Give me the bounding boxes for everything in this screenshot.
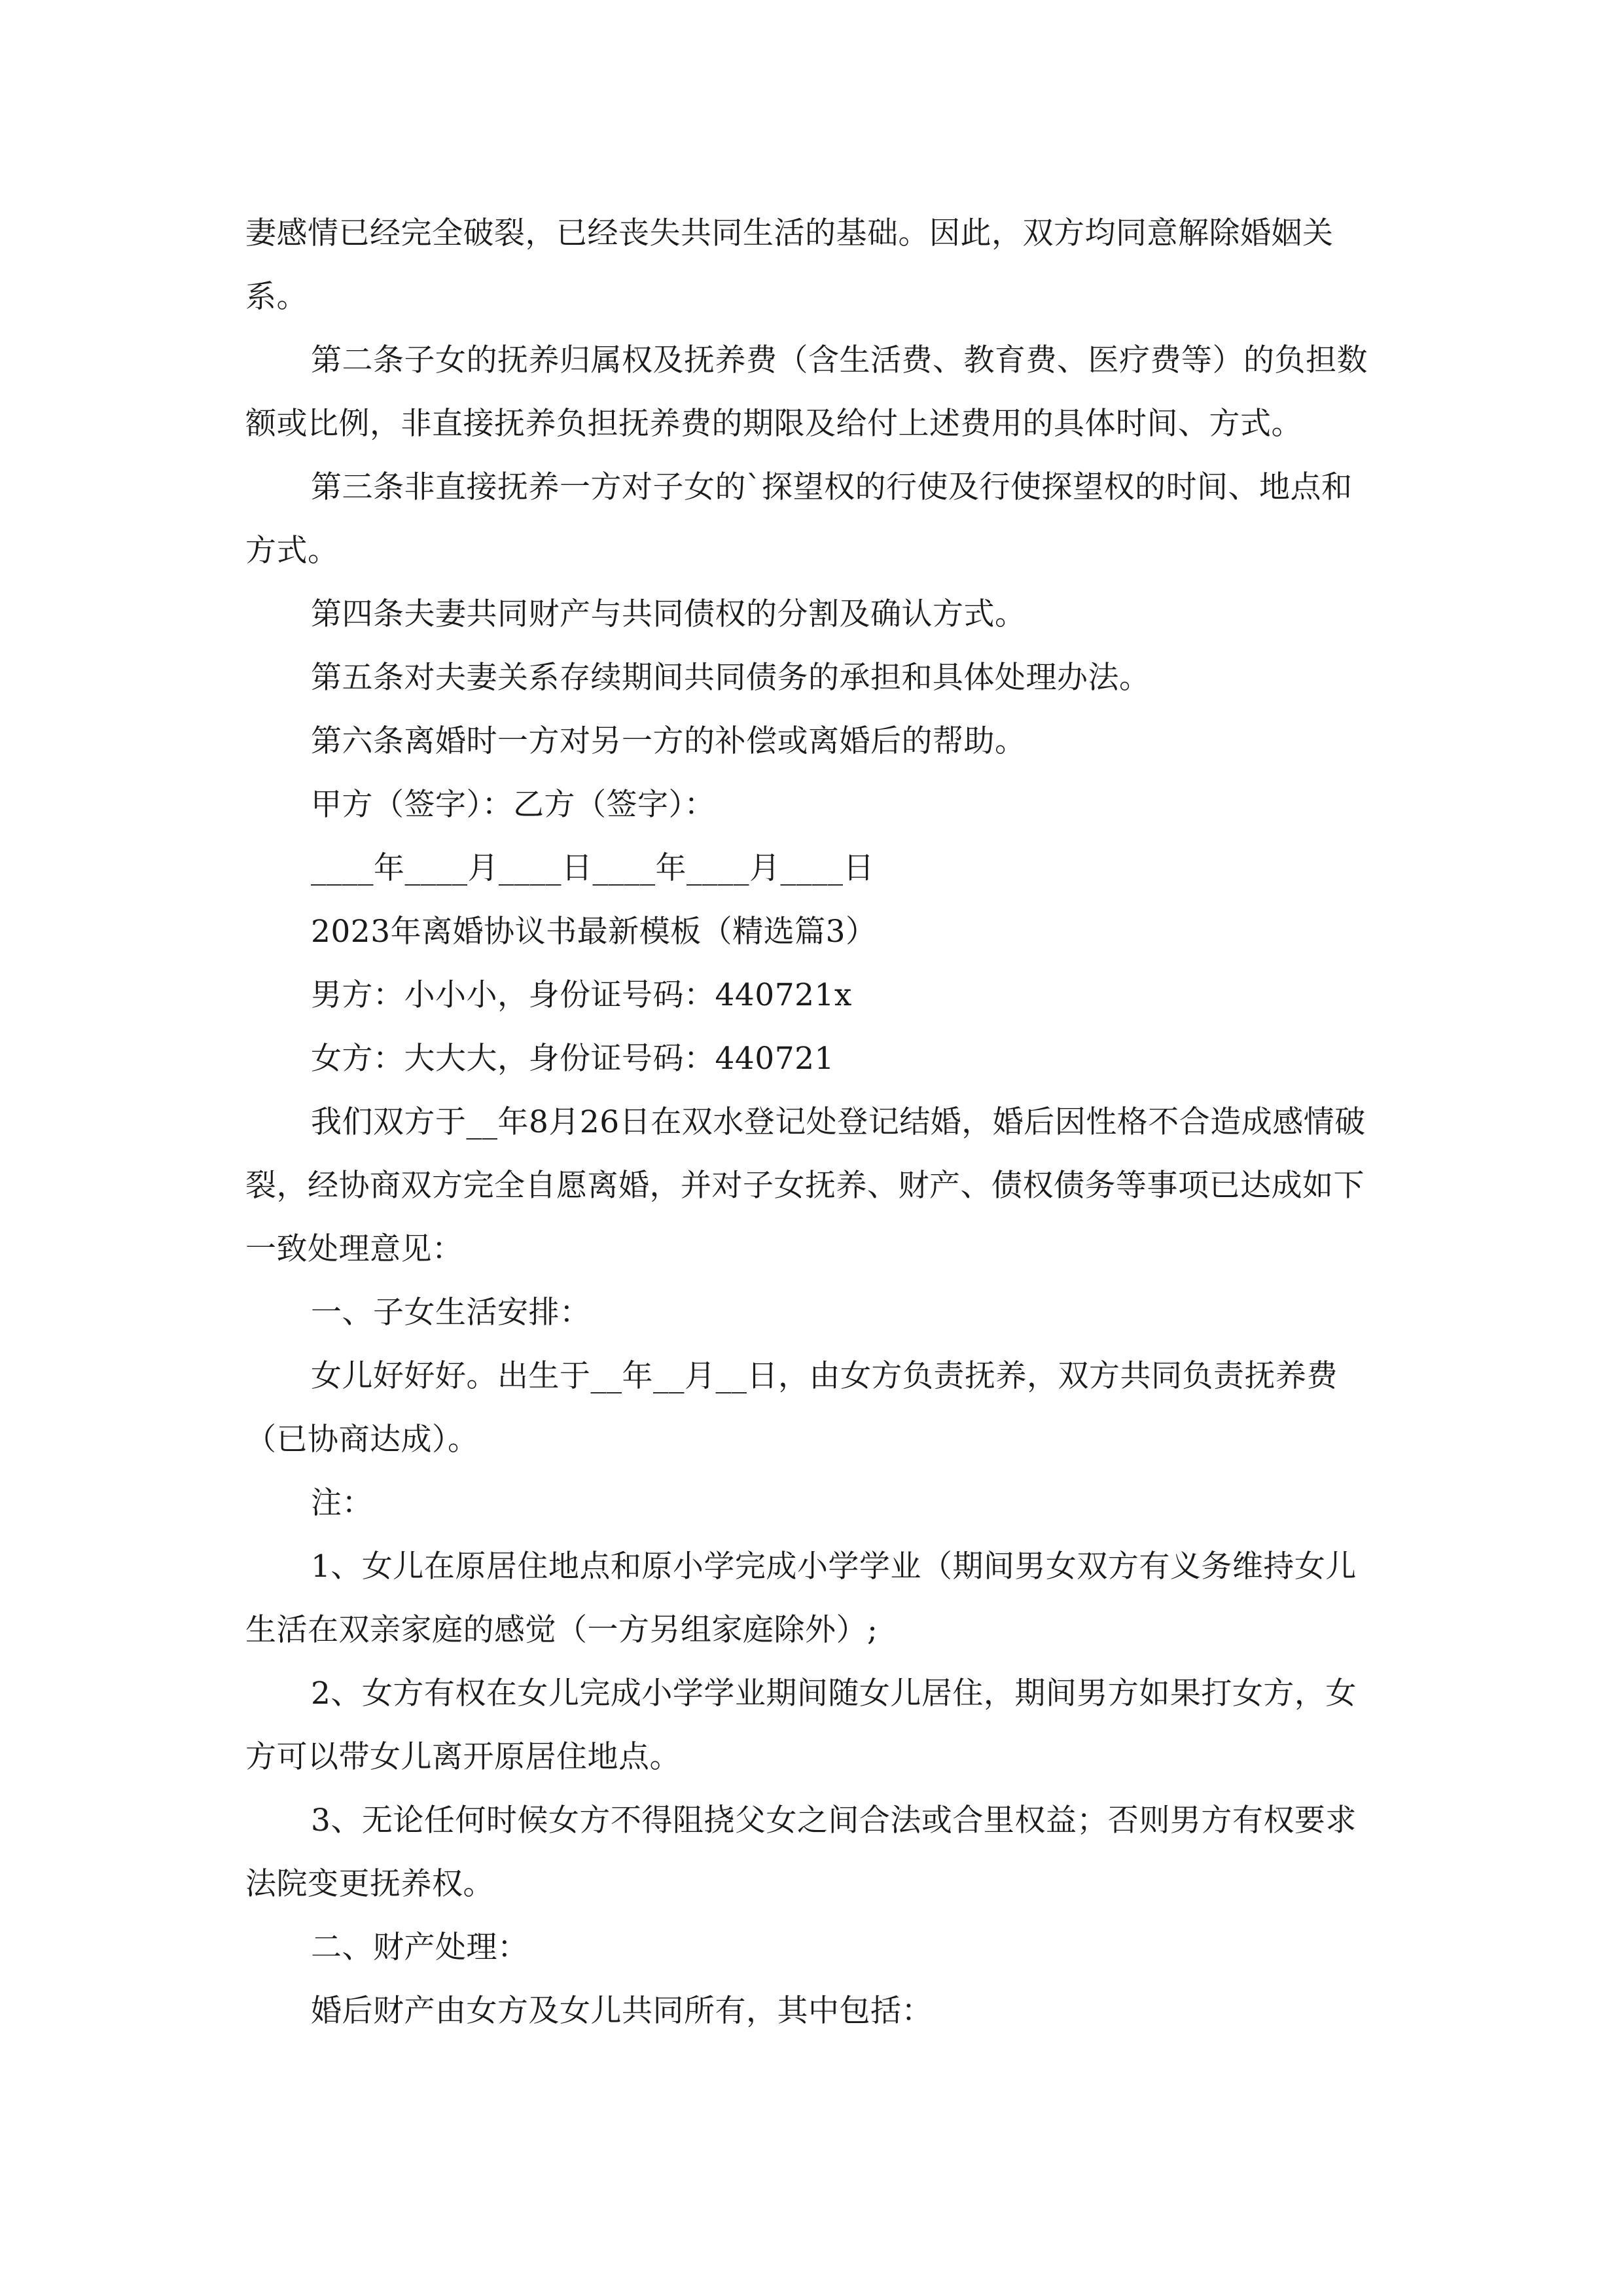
- note-item: 3、无论任何时候女方不得阻挠父女之间合法或合里权益；否则男方有权要求法院变更抚养权。: [245, 1803, 1357, 1902]
- paragraph: 女儿好好好。出生于__年__月__日，由女方负责抚养，双方共同负责抚养费（已协商达成）。: [245, 1358, 1338, 1458]
- paragraph: 第二条子女的抚养归属权及抚养费（含生活费、教育费、医疗费等）的负担数额或比例，非直接抚养负担抚养费的期限及给付上述费用的具体时间、方式。: [245, 342, 1368, 442]
- document-body: [245, 202, 1378, 2043]
- paragraph: 婚后财产由女方及女儿共同所有，其中包括：: [311, 1993, 933, 2029]
- party-female: 女方：大大大，身份证号码：440721: [311, 1041, 834, 1077]
- paragraph: 第三条非直接抚养一方对子女的`探望权的行使及行使探望权的时间、地点和方式。: [245, 469, 1353, 569]
- heading-property: 二、财产处理：: [311, 1929, 529, 1965]
- paragraph: 第五条对夫妻关系存续期间共同债务的承担和具体处理办法。: [311, 660, 1150, 696]
- paragraph: 妻感情已经完全破裂，已经丧失共同生活的基础。因此，双方均同意解除婚姻关系。: [245, 215, 1334, 315]
- note-item: 2、女方有权在女儿完成小学学业期间随女儿居住，期间男方如果打女方，女方可以带女儿离开原居住地点。: [245, 1676, 1357, 1775]
- paragraph: 我们双方于__年8月26日在双水登记处登记结婚，婚后因性格不合造成感情破裂，经协商双方完全自愿离婚，并对子女抚养、财产、债权债务等事项已达成如下一致处理意见：: [245, 1104, 1366, 1267]
- party-male: 男方：小小小，身份证号码：440721x: [311, 977, 852, 1013]
- signature-line: 甲方（签字）：乙方（签字）：: [311, 787, 715, 823]
- paragraph: 第六条离婚时一方对另一方的补偿或离婚后的帮助。: [311, 723, 1026, 759]
- paragraph: 第四条夫妻共同财产与共同债权的分割及确认方式。: [311, 596, 1026, 632]
- date-line: ____年____月____日____年____月____日: [311, 850, 874, 886]
- section-title: 2023年离婚协议书最新模板（精选篇3）: [311, 914, 877, 950]
- note-label: 注：: [311, 1485, 373, 1521]
- note-item: 1、女儿在原居住地点和原小学完成小学学业（期间男女双方有义务维持女儿生活在双亲家庭的感觉（一方另组家庭除外）;: [245, 1549, 1357, 1648]
- heading-child-arrangement: 一、子女生活安排：: [311, 1295, 591, 1331]
